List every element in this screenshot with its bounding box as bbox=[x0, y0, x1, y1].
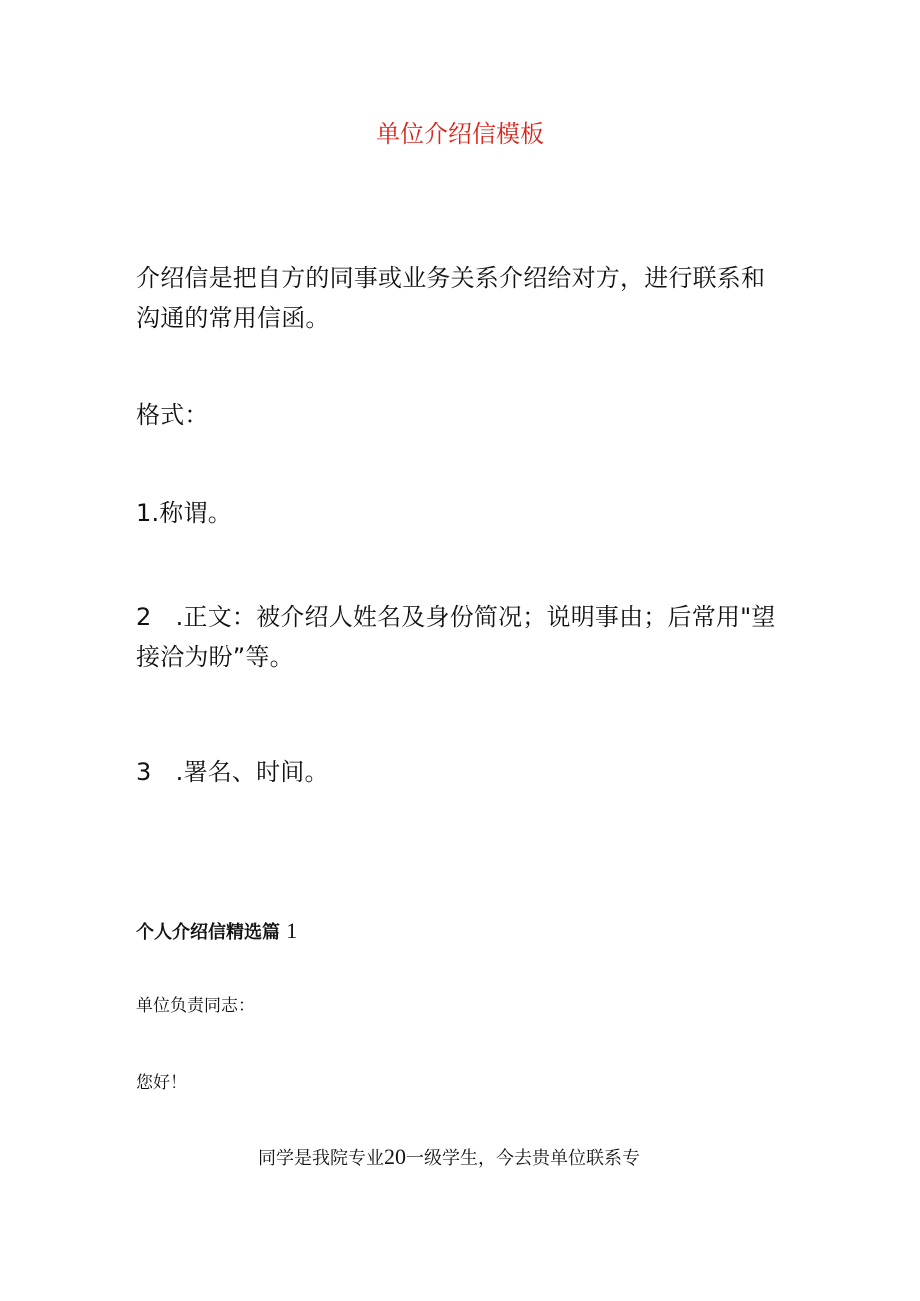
list-item-salutation: 1.称谓。 bbox=[136, 499, 232, 527]
section-heading bbox=[136, 918, 297, 946]
document-title: 单位介绍信模板 bbox=[376, 120, 544, 148]
format-label: 格式： bbox=[136, 401, 209, 429]
letter-body-number: 20 bbox=[384, 1144, 406, 1169]
letter-body-start: 同学是我院专业 bbox=[258, 1148, 384, 1169]
section-heading-text: 个人介绍信精选篇 bbox=[136, 922, 280, 943]
letter-salutation: 单位负责同志： bbox=[136, 996, 255, 1016]
list-item-signature: 3 .署名、时间。 bbox=[136, 758, 329, 786]
intro-paragraph: 介绍信是把自方的同事或业务关系介绍给对方，进行联系和沟通的常用信函。 bbox=[136, 264, 766, 332]
letter-greeting: 您好！ bbox=[136, 1073, 187, 1093]
letter-body-line bbox=[258, 1143, 640, 1173]
list-item-body: 2 .正文：被介绍人姓名及身份简况；说明事由；后常用"望接洽为盼”等。 bbox=[136, 603, 776, 671]
section-heading-number: 1 bbox=[286, 918, 298, 943]
letter-body-end: 一级学生，今去贵单位联系专 bbox=[406, 1148, 640, 1169]
